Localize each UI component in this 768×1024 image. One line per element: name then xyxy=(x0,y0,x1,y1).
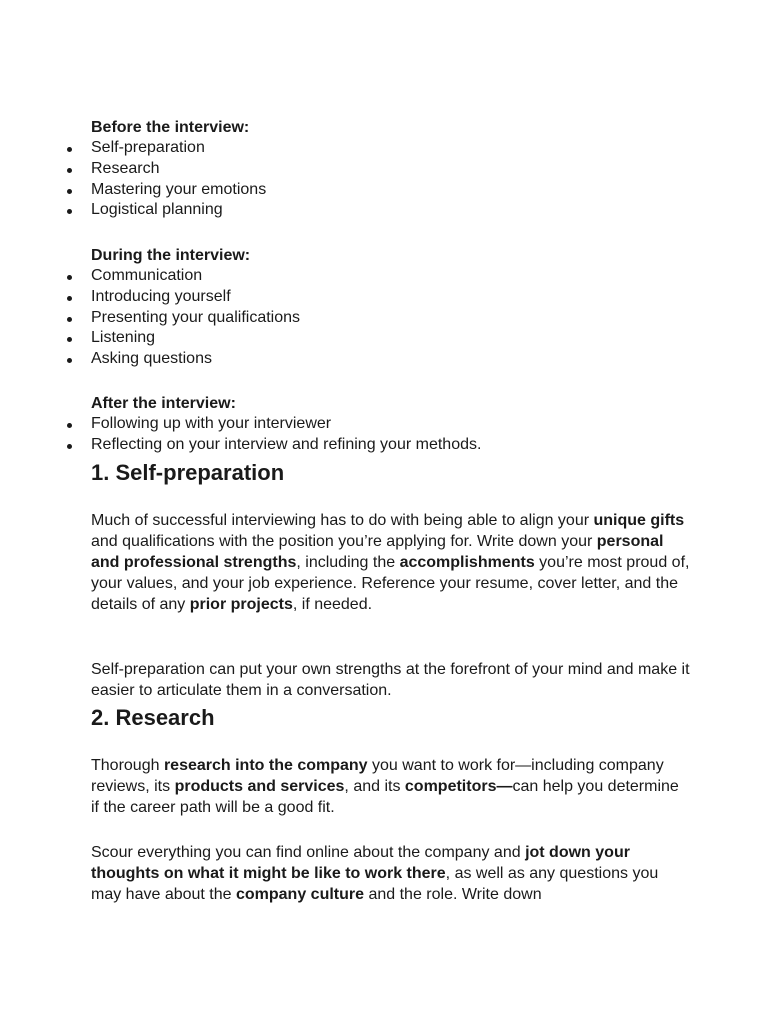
during-interview-list xyxy=(0,266,300,370)
self-preparation-paragraph-2: Self-preparation can put your own strengths at the forefront of your mind and make it easier to articulate them in a conversation. xyxy=(91,661,690,699)
before-interview-label: Before the interview: xyxy=(91,119,250,136)
bullet-icon xyxy=(67,189,72,194)
bullet-icon xyxy=(67,358,72,363)
after-interview-list xyxy=(0,414,481,456)
self-preparation-paragraph-1: Much of successful interviewing has to do with being able to align your unique gifts and qualifications with the position you’re applying for. Write down your personal and professional strengths, including the accomplishments you’re most proud of, your values, and your job experience. Reference your resume, cover letter, and the details of any prior projects, if needed. xyxy=(91,512,690,613)
list-item: Presenting your qualifications xyxy=(0,308,300,329)
bullet-icon xyxy=(67,423,72,428)
list-item: Asking questions xyxy=(0,349,300,370)
list-item: Communication xyxy=(0,266,300,287)
bullet-icon xyxy=(67,337,72,342)
bullet-icon xyxy=(67,275,72,280)
bullet-icon xyxy=(67,168,72,173)
bullet-icon xyxy=(67,317,72,322)
section-heading-self-preparation: 1. Self-preparation xyxy=(91,460,285,485)
list-item: Reflecting on your interview and refining your methods. xyxy=(0,435,481,456)
list-item: Listening xyxy=(0,328,300,349)
list-item: Following up with your interviewer xyxy=(0,414,481,435)
during-interview-label: During the interview: xyxy=(91,247,251,264)
bullet-icon xyxy=(67,444,72,449)
list-item: Introducing yourself xyxy=(0,287,300,308)
section-heading-research: 2. Research xyxy=(91,705,215,730)
research-paragraph-2: Scour everything you can find online about the company and jot down your thoughts on what it might be like to work there, as well as any questions you may have about the company culture and the role. Write down xyxy=(91,844,659,903)
bullet-icon xyxy=(67,209,72,214)
bullet-icon xyxy=(67,147,72,152)
bullet-icon xyxy=(67,296,72,301)
list-item: Research xyxy=(0,159,266,180)
after-interview-label: After the interview: xyxy=(91,395,236,412)
list-item: Self-preparation xyxy=(0,138,266,159)
list-item: Logistical planning xyxy=(0,200,266,221)
before-interview-list xyxy=(0,138,266,221)
list-item: Mastering your emotions xyxy=(0,180,266,201)
research-paragraph-1: Thorough research into the company you want to work for—including company reviews, its products and services, and its competitors—can help you determine if the career path will be a good fit. xyxy=(91,757,679,816)
